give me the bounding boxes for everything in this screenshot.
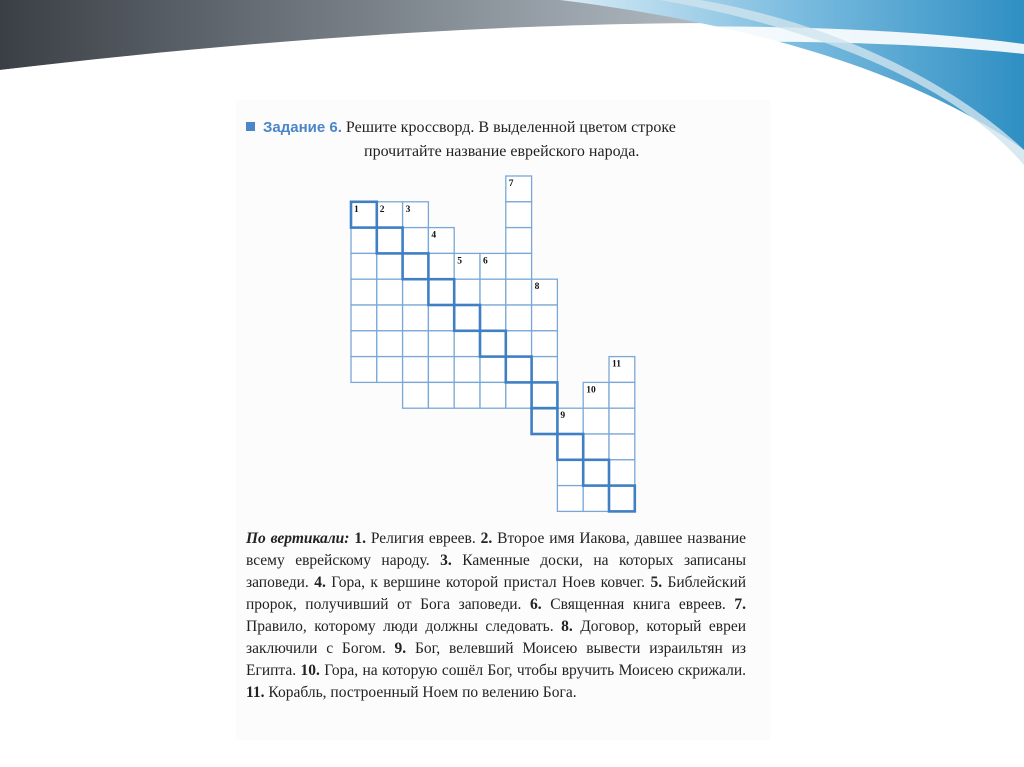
- clue-text: Священная книга евреев.: [550, 596, 726, 613]
- crossword-cell[interactable]: [506, 202, 532, 228]
- crossword-cell[interactable]: [557, 460, 583, 486]
- clue-text: Договор, который евреи заключили с Богом.: [246, 618, 747, 657]
- crossword-cell[interactable]: [583, 408, 609, 434]
- crossword-cell[interactable]: [506, 331, 532, 357]
- crossword-clue-number: 7: [508, 179, 514, 189]
- crossword-cell[interactable]: [480, 279, 506, 305]
- highlighted-cell[interactable]: [428, 279, 454, 305]
- crossword-cell[interactable]: [428, 228, 454, 254]
- clue-text: Правило, которому люди должны следовать.: [246, 618, 554, 635]
- bullet-square-icon: [246, 122, 255, 131]
- crossword-cell[interactable]: [506, 253, 532, 279]
- crossword-cell[interactable]: [377, 279, 403, 305]
- clue-number: 4.: [314, 574, 326, 591]
- crossword-clue-number: 1: [354, 204, 359, 215]
- crossword-cell[interactable]: [532, 357, 558, 383]
- clue-text: Каменные доски, на которых записаны заповеди.: [246, 552, 746, 591]
- crossword-cell[interactable]: [351, 253, 377, 279]
- crossword-cell[interactable]: [351, 228, 377, 254]
- task-heading: [246, 116, 766, 164]
- crossword-clue-number: 4: [431, 230, 437, 241]
- crossword-cell[interactable]: [557, 486, 583, 512]
- crossword-cell[interactable]: [454, 357, 480, 383]
- crossword-clue-number: 3: [405, 204, 411, 215]
- crossword-cell[interactable]: [506, 228, 532, 254]
- highlighted-cell[interactable]: [506, 357, 532, 383]
- crossword-cell[interactable]: [480, 305, 506, 331]
- crossword-cell[interactable]: [377, 305, 403, 331]
- crossword-clue-number: 9: [560, 411, 566, 422]
- crossword-cell[interactable]: [351, 357, 377, 383]
- crossword-cell[interactable]: [351, 305, 377, 331]
- crossword-cell[interactable]: [403, 357, 429, 383]
- crossword-cell[interactable]: [532, 305, 558, 331]
- clue-text: Корабль, построенный Ноем по велению Бога.: [268, 684, 577, 701]
- highlighted-cell[interactable]: [454, 305, 480, 331]
- clues-section: [246, 528, 746, 704]
- crossword-cell[interactable]: [480, 382, 506, 408]
- highlighted-cell[interactable]: [351, 202, 377, 228]
- crossword-cell[interactable]: [403, 305, 429, 331]
- crossword-cell[interactable]: [506, 382, 532, 408]
- clue-number: 8.: [561, 618, 573, 635]
- highlighted-cell[interactable]: [609, 486, 635, 512]
- crossword-cell[interactable]: [377, 202, 403, 228]
- clue-text: Второе имя Иакова, давшее название всему еврейскому народу.: [246, 530, 747, 569]
- clue-text: Библейский пророк, получивший от Бога заповеди.: [246, 574, 747, 613]
- clue-number: 10.: [300, 662, 320, 679]
- crossword-clue-number: 10: [586, 385, 596, 396]
- crossword-clue-number: 8: [534, 282, 540, 293]
- crossword-clue-number: 2: [379, 204, 385, 215]
- crossword-cell[interactable]: [428, 253, 454, 279]
- crossword-cell[interactable]: [480, 357, 506, 383]
- clue-text: Религия евреев.: [370, 530, 476, 547]
- crossword-cell[interactable]: [403, 279, 429, 305]
- crossword-cell[interactable]: [454, 253, 480, 279]
- clue-number: 2.: [480, 530, 493, 547]
- crossword-cell[interactable]: [428, 357, 454, 383]
- crossword-cell[interactable]: [377, 253, 403, 279]
- crossword-cell[interactable]: [403, 228, 429, 254]
- crossword-cell[interactable]: [609, 382, 635, 408]
- crossword-cell[interactable]: [506, 279, 532, 305]
- clue-text: Гора, к вершине которой пристал Ноев ковчег.: [331, 574, 646, 591]
- crossword-cell[interactable]: [403, 202, 429, 228]
- clue-number: 7.: [734, 596, 747, 613]
- crossword-cell[interactable]: [609, 460, 635, 486]
- clue-text: Гора, на которую сошёл Бог, чтобы вручить Моисею скрижали.: [324, 662, 747, 679]
- clue-number: 6.: [530, 596, 542, 613]
- clue-text: Бог, велевший Моисею вывести израильтян из Египта.: [246, 640, 747, 679]
- clue-list: [246, 530, 746, 701]
- crossword-cell[interactable]: [428, 305, 454, 331]
- crossword-cell[interactable]: [609, 357, 635, 383]
- crossword-cell[interactable]: [557, 408, 583, 434]
- crossword-cell[interactable]: [480, 253, 506, 279]
- task-text-line2: прочитайте название еврейского народа.: [364, 143, 640, 160]
- task-text-line1: Решите кроссворд. В выделенной цветом строке: [345, 119, 676, 136]
- highlighted-cell[interactable]: [377, 228, 403, 254]
- crossword-cell[interactable]: [454, 382, 480, 408]
- crossword-cell[interactable]: [583, 434, 609, 460]
- crossword-cell[interactable]: [377, 331, 403, 357]
- crossword-cell[interactable]: [454, 331, 480, 357]
- highlighted-cell[interactable]: [403, 253, 429, 279]
- crossword-cell[interactable]: [403, 331, 429, 357]
- crossword-cell[interactable]: [532, 279, 558, 305]
- crossword-clue-number: 6: [483, 256, 488, 267]
- highlighted-cell[interactable]: [480, 331, 506, 357]
- highlighted-cell[interactable]: [583, 460, 609, 486]
- crossword-cell[interactable]: [506, 305, 532, 331]
- crossword-cell[interactable]: [377, 357, 403, 383]
- crossword-cell[interactable]: [351, 331, 377, 357]
- crossword-cell[interactable]: [403, 382, 429, 408]
- crossword-cell[interactable]: [609, 434, 635, 460]
- clue-number: 11.: [246, 684, 265, 701]
- clue-number: 5.: [650, 574, 663, 591]
- crossword-cell[interactable]: [583, 382, 609, 408]
- clue-number: 3.: [440, 552, 452, 569]
- highlighted-cell[interactable]: [532, 408, 558, 434]
- task-label: Задание 6.: [246, 119, 342, 136]
- highlighted-cell[interactable]: [557, 434, 583, 460]
- crossword-cell[interactable]: [428, 382, 454, 408]
- crossword-cell[interactable]: [428, 331, 454, 357]
- clues-heading: По вертикали:: [246, 530, 350, 547]
- crossword-cell[interactable]: [532, 331, 558, 357]
- crossword-cell[interactable]: [351, 279, 377, 305]
- clue-number: 9.: [394, 640, 407, 657]
- crossword-cell[interactable]: [454, 279, 480, 305]
- crossword-cell[interactable]: [609, 408, 635, 434]
- highlighted-cell[interactable]: [532, 382, 558, 408]
- crossword-clue-number: 5: [457, 256, 462, 267]
- crossword-clue-number: 11: [612, 359, 621, 370]
- clue-number: 1.: [354, 530, 366, 547]
- crossword-cell[interactable]: [506, 176, 532, 202]
- crossword-cell[interactable]: [583, 486, 609, 512]
